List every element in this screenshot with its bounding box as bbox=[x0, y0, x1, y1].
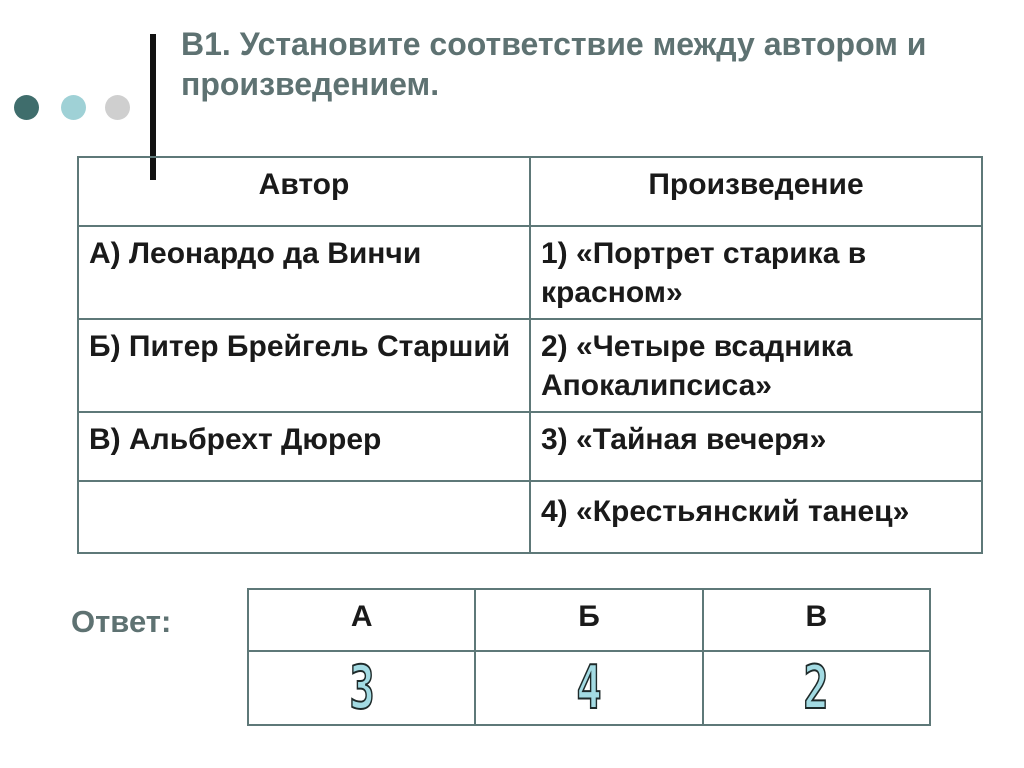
answer-cell-v bbox=[703, 651, 930, 725]
answer-header-row bbox=[248, 589, 930, 651]
decorative-dots bbox=[14, 95, 134, 121]
author-cell: Б) Питер Брейгель Старший bbox=[78, 319, 530, 412]
answer-value-a: 3 bbox=[349, 653, 375, 723]
table-row bbox=[78, 319, 982, 412]
table-header-row bbox=[78, 157, 982, 226]
header-author: Автор bbox=[78, 157, 530, 226]
header-work: Произведение bbox=[530, 157, 982, 226]
table-row bbox=[78, 481, 982, 553]
author-cell: В) Альбрехт Дюрер bbox=[78, 412, 530, 481]
answer-table bbox=[247, 588, 931, 726]
dot-dark bbox=[14, 95, 39, 120]
dot-light-blue bbox=[61, 95, 86, 120]
answer-value-b: 4 bbox=[576, 653, 602, 723]
work-cell: 4) «Крестьянский танец» bbox=[530, 481, 982, 553]
table-row bbox=[78, 412, 982, 481]
work-cell: 1) «Портрет старика в красном» bbox=[530, 226, 982, 319]
answer-cell-b bbox=[475, 651, 702, 725]
page-title: В1. Установите соответствие между автором и произведением. bbox=[181, 26, 927, 102]
work-cell: 3) «Тайная вечеря» bbox=[530, 412, 982, 481]
matching-table bbox=[77, 156, 983, 554]
answer-cell-a bbox=[248, 651, 475, 725]
answer-header-v: В bbox=[703, 589, 930, 651]
answer-value-v: 2 bbox=[803, 653, 829, 723]
author-cell-empty bbox=[78, 481, 530, 553]
answer-label: Ответ: bbox=[71, 604, 172, 639]
dot-gray bbox=[105, 95, 130, 120]
answer-header-b: Б bbox=[475, 589, 702, 651]
table-row bbox=[78, 226, 982, 319]
work-cell: 2) «Четыре всадника Апокалипсиса» bbox=[530, 319, 982, 412]
answer-header-a: А bbox=[248, 589, 475, 651]
answer-value-row bbox=[248, 651, 930, 725]
author-cell: А) Леонардо да Винчи bbox=[78, 226, 530, 319]
